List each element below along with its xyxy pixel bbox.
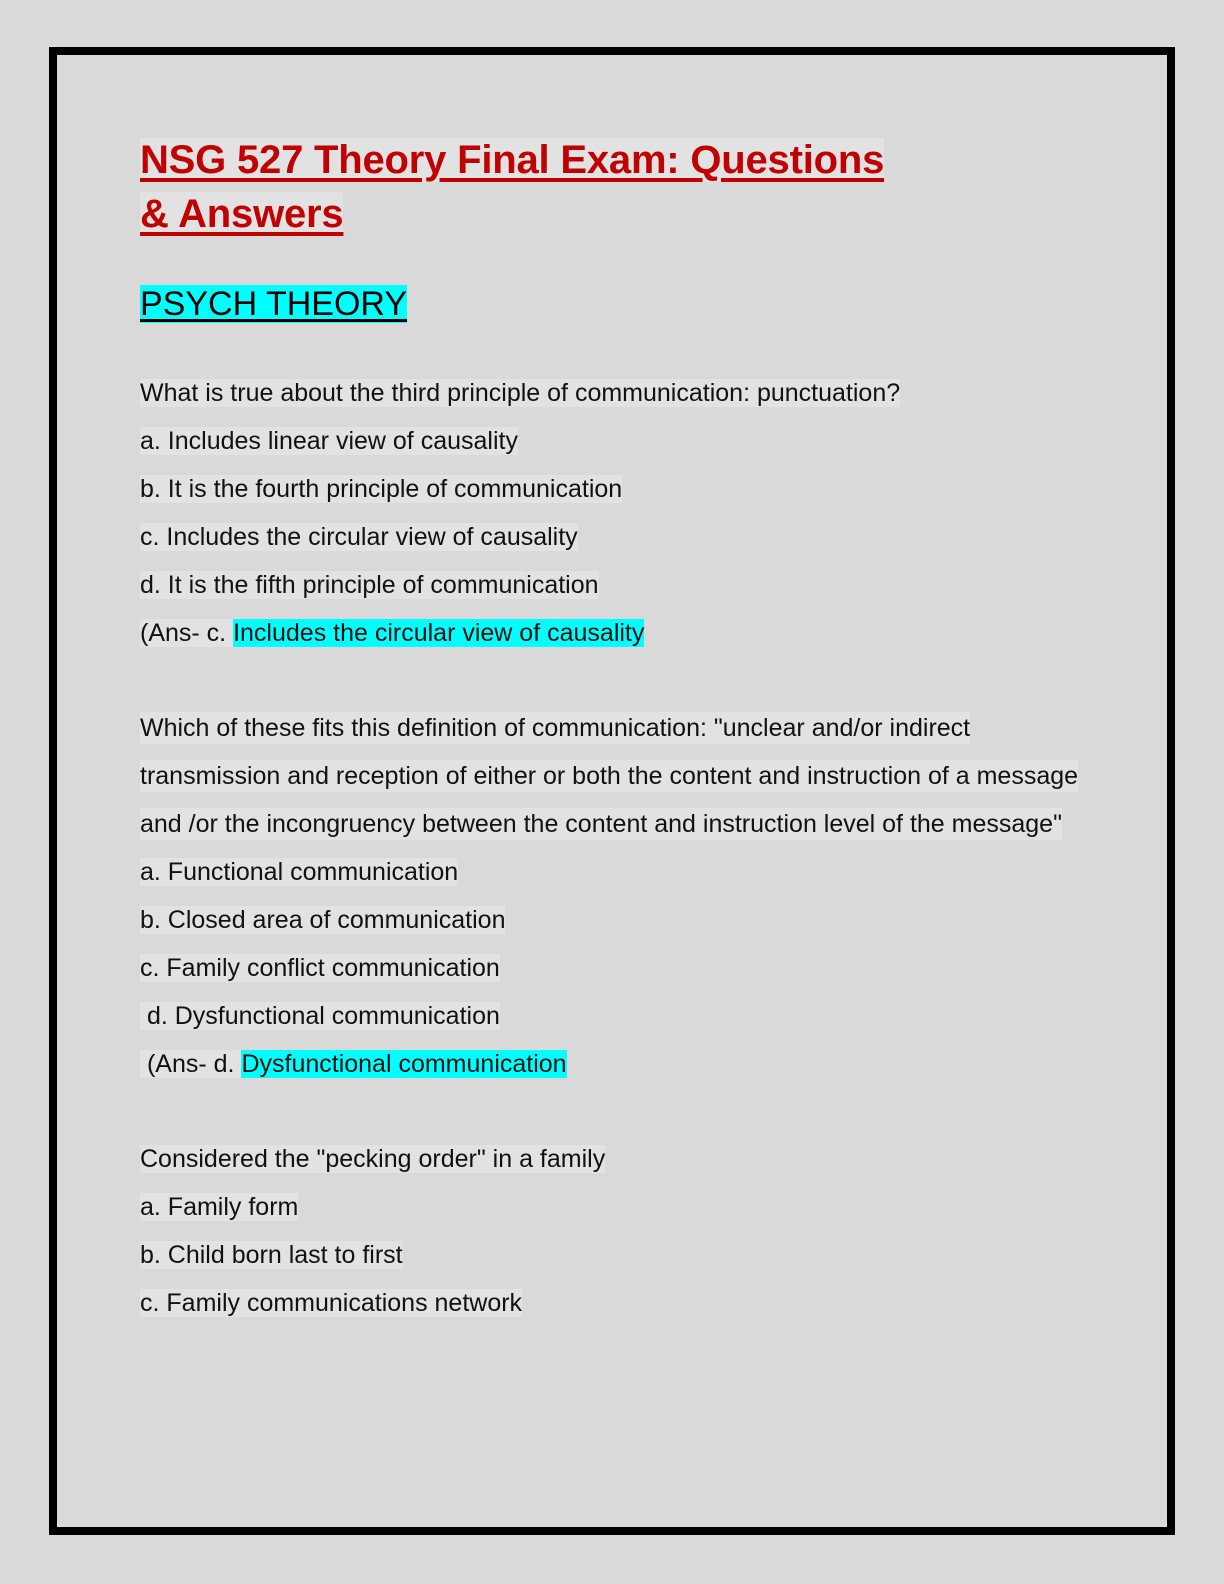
spacer-block (140, 657, 1085, 704)
page-title-line-2: & Answers (140, 192, 344, 236)
question-option: b. Closed area of communication (140, 906, 506, 934)
question-block (140, 1135, 1085, 1327)
question-prompt: What is true about the third principle of communication: punctuation? (140, 379, 901, 407)
section-heading (140, 281, 1085, 327)
question-prompt: Considered the "pecking order" in a family (140, 1145, 606, 1173)
question-option: c. Family communications network (140, 1289, 523, 1317)
question-option: c. Family conflict communication (140, 954, 500, 982)
answer-highlight: Dysfunctional communication (241, 1050, 567, 1078)
question-option: b. Child born last to first (140, 1241, 403, 1269)
question-option: a. Functional communication (140, 858, 459, 886)
question-answer (140, 1040, 1085, 1088)
section-heading-label: PSYCH THEORY (140, 285, 408, 323)
question-block (140, 704, 1085, 1088)
question-answer (140, 609, 1085, 657)
answer-prefix: (Ans- c. (140, 619, 234, 647)
question-option: c. Includes the circular view of causality (140, 523, 578, 551)
page-title-line-1: NSG 527 Theory Final Exam: Questions (140, 138, 885, 182)
question-option: d. It is the fifth principle of communication (140, 571, 599, 599)
spacer-title (140, 241, 1085, 281)
spacer-section (140, 327, 1085, 369)
question-block (140, 369, 1085, 657)
document-page (49, 47, 1175, 1535)
question-prompt: Which of these fits this definition of communication: "unclear and/or indirect transmission and reception of either or both the content and instruction of a message and /or the incongruency between the content and instruction level of the message" (140, 714, 1079, 838)
question-option: d. Dysfunctional communication (140, 1002, 500, 1030)
page-title (140, 133, 1085, 241)
spacer-block (140, 1088, 1085, 1135)
answer-prefix: (Ans- d. (140, 1050, 242, 1078)
question-option: a. Includes linear view of causality (140, 427, 518, 455)
question-option: b. It is the fourth principle of communication (140, 475, 623, 503)
document-body (140, 133, 1085, 1327)
question-option: a. Family form (140, 1193, 299, 1221)
answer-highlight: Includes the circular view of causality (233, 619, 645, 647)
